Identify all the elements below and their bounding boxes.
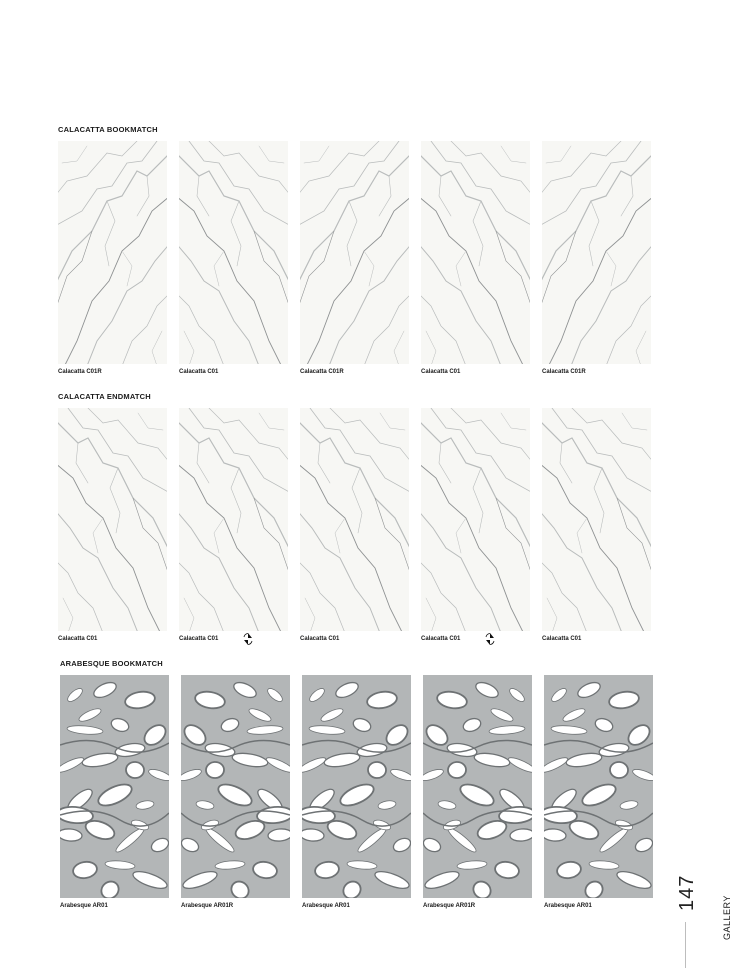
marble-tile — [179, 141, 288, 364]
flip-rotate-icon — [241, 632, 255, 646]
marble-tile — [421, 408, 530, 631]
marble-tile — [58, 408, 167, 631]
flip-rotate-icon — [483, 632, 497, 646]
marble-tile — [60, 675, 169, 898]
tile-caption: Calacatta C01 — [421, 636, 461, 642]
marble-tile — [542, 408, 651, 631]
tile-caption: Calacatta C01 — [179, 636, 219, 642]
tile-caption: Calacatta C01 — [300, 636, 340, 642]
tile-caption: Calacatta C01 — [421, 369, 461, 375]
tile-caption: Arabesque AR01R — [181, 903, 234, 909]
marble-tile — [542, 141, 651, 364]
section-title-arabesque-bookmatch: ARABESQUE BOOKMATCH — [60, 659, 163, 668]
marble-tile — [181, 675, 290, 898]
side-label: GALLERY — [722, 895, 732, 940]
tile-caption: Arabesque AR01 — [60, 903, 108, 909]
tile-row-arabesque-bookmatch — [60, 675, 660, 915]
tile-row-calacatta-bookmatch — [58, 141, 658, 381]
tile-caption: Calacatta C01R — [542, 369, 586, 375]
section-title-calacatta-endmatch: CALACATTA ENDMATCH — [58, 392, 151, 401]
marble-tile — [179, 408, 288, 631]
marble-tile — [58, 141, 167, 364]
page-number: 147 — [676, 874, 698, 911]
margin-divider — [685, 922, 686, 968]
tile-caption: Calacatta C01 — [542, 636, 582, 642]
marble-tile — [300, 408, 409, 631]
tile-caption: Calacatta C01R — [300, 369, 344, 375]
tile-caption: Calacatta C01R — [58, 369, 102, 375]
marble-tile — [300, 141, 409, 364]
tile-caption: Calacatta C01 — [179, 369, 219, 375]
marble-tile — [423, 675, 532, 898]
tile-caption: Calacatta C01 — [58, 636, 98, 642]
tile-row-calacatta-endmatch — [58, 408, 658, 648]
marble-tile — [421, 141, 530, 364]
tile-caption: Arabesque AR01 — [302, 903, 350, 909]
section-title-calacatta-bookmatch: CALACATTA BOOKMATCH — [58, 125, 158, 134]
marble-tile — [302, 675, 411, 898]
tile-caption: Arabesque AR01R — [423, 903, 476, 909]
tile-caption: Arabesque AR01 — [544, 903, 592, 909]
marble-tile — [544, 675, 653, 898]
